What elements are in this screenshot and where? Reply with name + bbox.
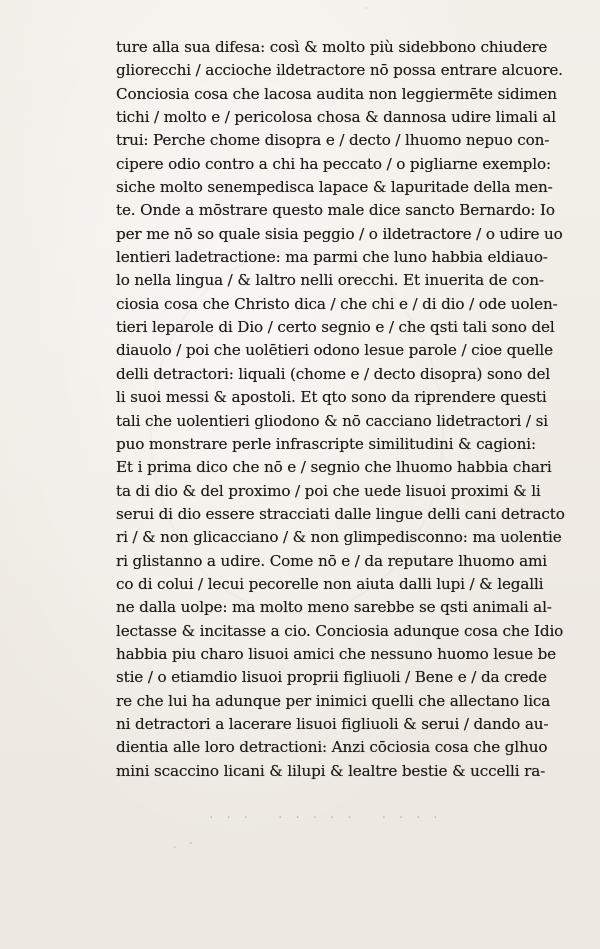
text-line: ne dalla uolpe: ma molto meno sarebbe se qsti animali al-	[116, 598, 552, 617]
text-line: siche molto senempedisca lapace & lapuritade della men-	[116, 178, 553, 197]
text-line: ture alla sua difesa: così & molto più sidebbono chiudere	[116, 38, 548, 56]
text-line: Et i prima dico che nō e / segnio che lhuomo habbia chari	[116, 458, 552, 477]
text-block	[116, 36, 576, 783]
text-line: puo monstrare perle infrascripte similitudini & cagioni:	[116, 434, 536, 453]
text-line: delli detractori: liquali (chome e / decto disopra) sono del	[116, 364, 551, 383]
text-line: tichi / molto e / pericolosa chosa & dannosa udire limali al	[116, 108, 556, 127]
printer-mark: - ˇ	[172, 842, 197, 853]
text-line: tali che uolentieri gliodono & nō cacciano lidetractori / si	[116, 411, 548, 430]
text-line: li suoi messi & apostoli. Et qto sono da riprendere questi	[116, 388, 547, 407]
text-line: serui di dio essere stracciati dalle lingue delli cani detracto	[116, 504, 565, 523]
text-line: trui: Perche chome disopra e / decto / lhuomo nepuo con-	[116, 131, 550, 150]
text-line: ni detractori a lacerare lisuoi figliuoli & serui / dando au-	[116, 714, 549, 733]
text-line: ri / & non glicacciano / & non glimpedisconno: ma uolentie	[116, 528, 562, 547]
text-line: lo nella lingua / & laltro nelli orecchi. Et inuerita de con-	[116, 271, 544, 290]
text-line: cipere odio contro a chi ha peccato / o pigliarne exemplo:	[116, 154, 551, 173]
text-line: mini scaccino licani & lilupi & lealtre bestie & uccelli ra-	[116, 761, 546, 780]
show-through-text: · · · · · · · · · · · ·	[208, 811, 441, 824]
text-line: ciosia cosa che Christo dica / che chi e / di dio / ode uolen-	[116, 294, 558, 313]
text-line: tieri leparole di Dio / certo segnio e / che qsti tali sono del	[116, 318, 555, 337]
text-line: ta di dio & del proximo / poi che uede lisuoi proximi & li	[116, 481, 541, 500]
text-line: Conciosia cosa che lacosa audita non leggiermēte sidimen	[116, 84, 557, 103]
printer-mark: '	[364, 6, 371, 15]
text-line: gliorecchi / accioche ildetractore nō possa entrare alcuore.	[116, 61, 563, 80]
text-line: diauolo / poi che uolētieri odono lesue parole / cioe quelle	[116, 341, 553, 360]
text-line: ri glistanno a udire. Come nō e / da reputare lhuomo ami	[116, 551, 547, 570]
text-line: dientia alle loro detractioni: Anzi cōciosia cosa che glhuo	[116, 738, 548, 757]
text-line: per me nō so quale sisia peggio / o ildetractore / o udire uo	[116, 224, 563, 243]
text-line: lentieri ladetractione: ma parmi che luno habbia eldiauo-	[116, 248, 548, 267]
text-line: lectasse & incitasse a cio. Conciosia adunque cosa che Idio	[116, 621, 564, 640]
text-line: te. Onde a mōstrare questo male dice sancto Bernardo: Io	[116, 201, 555, 220]
text-line: re che lui ha adunque per inimici quelli che allectano lica	[116, 691, 551, 710]
text-line: co di colui / lecui pecorelle non aiuta dalli lupi / & legalli	[116, 574, 544, 593]
text-line: stie / o etiamdio lisuoi proprii figliuoli / Bene e / da crede	[116, 668, 547, 687]
text-line: habbia piu charo lisuoi amici che nessuno huomo lesue be	[116, 644, 557, 663]
